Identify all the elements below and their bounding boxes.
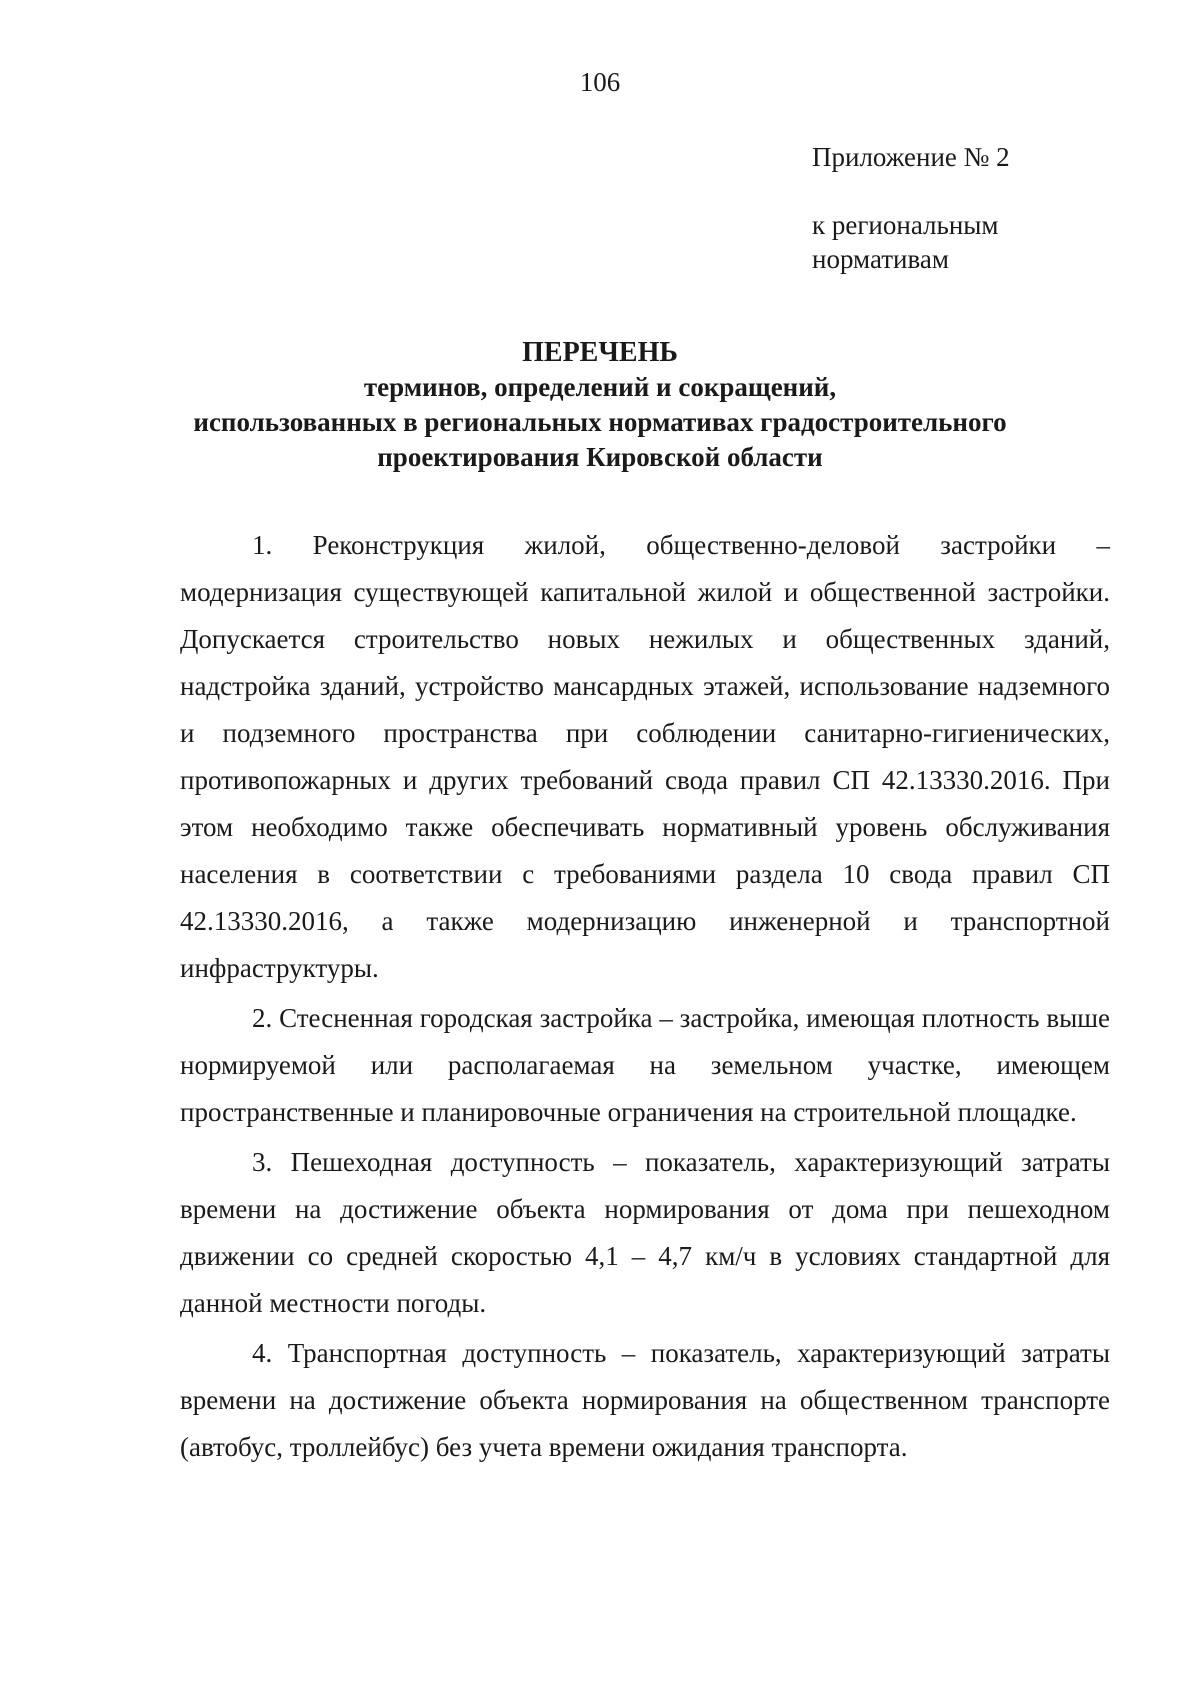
paragraph-4: 4. Транспортная доступность – показатель, характеризующий затраты времени на достижение объекта нормирования на общественном транспорте (автобус, троллейбус) без учета времени ожидания транспорта. — [180, 1338, 1110, 1462]
heading-line-2: использованных в региональных нормативах градостроительного — [193, 407, 1007, 437]
appendix-block — [812, 140, 1142, 276]
paragraph-1: 1. Реконструкция жилой, общественно-деловой застройки – модернизация существующей капитальной жилой и общественной застройки. Допускается строительство новых нежилых и общественных зданий, надстройка зданий, устройство мансардных этажей, использование надземного и подземного пространства при соблюдении санитарно-гигиенических, противопожарных и других требований свода правил СП 42.13330.2016. При этом необходимо также обеспечивать нормативный уровень обслуживания населения в соответствии с требованиями раздела 10 свода правил СП 42.13330.2016, а также модернизацию инженерной и транспортной инфраструктуры. — [180, 530, 1110, 983]
document-body — [180, 522, 1110, 1474]
document-heading — [150, 335, 1050, 475]
paragraph-2: 2. Стесненная городская застройка – застройка, имеющая плотность выше нормируемой или располагаемая на земельном участке, имеющем пространственные и планировочные ограничения на строительной площадке. — [180, 1003, 1110, 1127]
appendix-title: Приложение № 2 — [812, 142, 1010, 172]
heading-line-1: терминов, определений и сокращений, — [363, 372, 837, 402]
appendix-subtitle-line1: к региональным — [812, 210, 999, 240]
heading-title: ПЕРЕЧЕНЬ — [522, 337, 678, 368]
heading-line-3: проектирования Кировской области — [377, 442, 823, 472]
page-number: 106 — [579, 67, 621, 97]
appendix-subtitle-line2: нормативам — [812, 244, 949, 274]
paragraph-3: 3. Пешеходная доступность – показатель, характеризующий затраты времени на достижение объекта нормирования от дома при пешеходном движении со средней скоростью 4,1 – 4,7 км/ч в условиях стандартной для данной местности погоды. — [180, 1147, 1110, 1318]
